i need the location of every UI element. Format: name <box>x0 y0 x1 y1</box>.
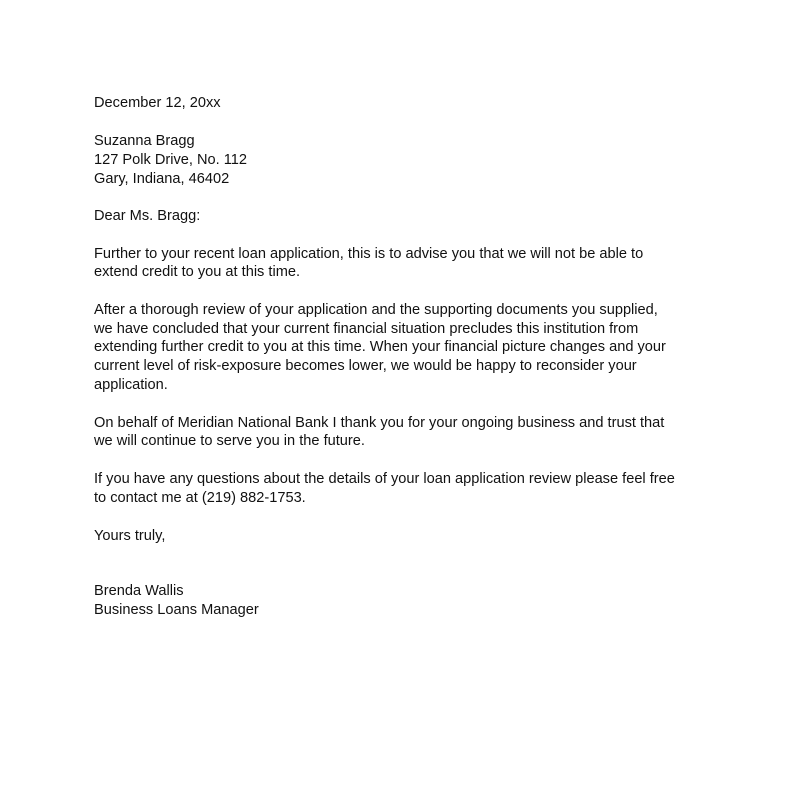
paragraph-line: to contact me at (219) 882-1753. <box>94 490 306 506</box>
paragraph-line: After a thorough review of your application and the supporting documents you supplied, <box>94 302 658 318</box>
paragraph-line: current level of risk-exposure becomes lower, we would be happy to reconsider your <box>94 358 637 374</box>
recipient-address-line2: Gary, Indiana, 46402 <box>94 171 230 187</box>
paragraph-line: we will continue to serve you in the future. <box>94 433 365 449</box>
signer-name: Brenda Wallis <box>94 583 184 599</box>
salutation: Dear Ms. Bragg: <box>94 208 201 224</box>
paragraph-line: extending further credit to you at this time. When your financial picture changes and your <box>94 339 666 355</box>
paragraph-line: Further to your recent loan application, this is to advise you that we will not be able to <box>94 246 644 262</box>
paragraph-line: On behalf of Meridian National Bank I thank you for your ongoing business and trust that <box>94 415 665 431</box>
paragraph-line: extend credit to you at this time. <box>94 264 301 280</box>
recipient-address-line1: 127 Polk Drive, No. 112 <box>94 152 248 168</box>
paragraph-line: If you have any questions about the details of your loan application review please feel free <box>94 471 675 487</box>
signer-title: Business Loans Manager <box>94 602 259 618</box>
letter-date: December 12, 20xx <box>94 95 221 111</box>
paragraph-line: we have concluded that your current financial situation precludes this institution from <box>94 321 639 337</box>
recipient-name: Suzanna Bragg <box>94 133 195 149</box>
paragraph-line: application. <box>94 377 168 393</box>
closing: Yours truly, <box>94 528 166 544</box>
